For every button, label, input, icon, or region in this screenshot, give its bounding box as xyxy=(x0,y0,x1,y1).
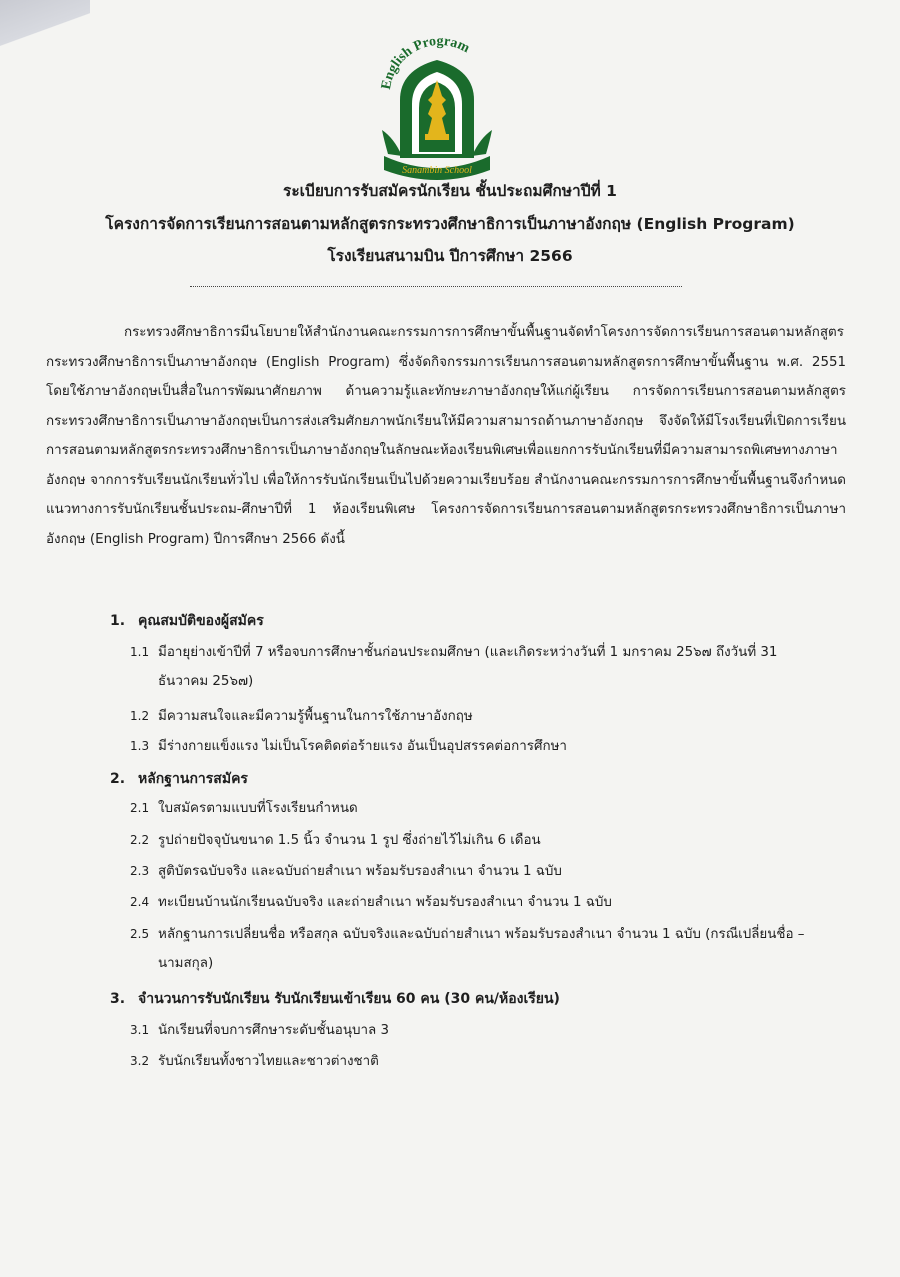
section-title: จำนวนการรับนักเรียน รับนักเรียนเข้าเรียน 60 คน (30 คน/ห้องเรียน) xyxy=(138,991,560,1007)
dotted-divider xyxy=(190,286,682,287)
list-item: 1.2 มีความสนใจและมีความรู้พื้นฐานในการใช้ภาษาอังกฤษ xyxy=(130,709,473,724)
intro-paragraph: กระทรวงศึกษาธิการมีนโยบายให้สำนักงานคณะกรรมการการศึกษาขั้นพื้นฐานจัดทำโครงการจัดการเรียนการสอนตามหลักสูตรกระทรวงศึกษาธิการเป็นภาษาอังกฤษ (English Program) ซึ่งจัดกิจกรรมการเรียนการสอนตามหลักสูตรการศึกษาขั้นพื้นฐาน พ.ศ. 2551 โดยใช้ภาษาอังกฤษเป็นสื่อในการพัฒนาศักยภาพ ด้านความรู้และทักษะภาษาอังกฤษให้แก่ผู้เรียน การจัดการเรียนการสอนตามหลักสูตรกระทรวงศึกษาธิการเป็นภาษาอังกฤษเป็นการส่งเสริมศักยภาพนักเรียนให้มีความสามารถด้านภาษาอังกฤษ จึงจัดให้มีโรงเรียนที่เปิดการเรียนการสอนตามหลักสูตรกระทรวงศึกษาธิการเป็นภาษาอังกฤษในลักษณะห้องเรียนพิเศษเพื่อแยกการรับนักเรียนที่มีความสามารถพิเศษทางภาษาอังกฤษ จากการรับเรียนนักเรียนทั่วไป เพื่อให้การรับนักเรียนเป็นไปด้วยความเรียบร้อย สำนักงานคณะกรรมการการศึกษาขั้นพื้นฐานจึงกำหนดแนวทางการรับนักเรียนชั้นประถม-ศึกษาปีที่ 1 ห้องเรียนพิเศษ โครงการจัดการเรียนการสอนตามหลักสูตรกระทรวงศึกษาธิการเป็นภาษาอังกฤษ (English Program) ปีการศึกษา 2566 ดังนี้ xyxy=(46,325,846,547)
section-application-documents xyxy=(110,768,248,790)
document-title: ระเบียบการรับสมัครนักเรียน ชั้นประถมศึกษาปีที่ 1 xyxy=(283,182,617,200)
school-year-heading: โรงเรียนสนามบิน ปีการศึกษา 2566 xyxy=(327,247,573,265)
section-admission-quota xyxy=(110,988,560,1010)
school-logo xyxy=(372,30,502,180)
section-qualifications xyxy=(110,610,264,632)
logo-arc-text: English Program xyxy=(378,33,472,91)
logo-leaf-right-icon xyxy=(472,130,492,156)
list-item: 1.1 มีอายุย่างเข้าปีที่ 7 หรือจบการศึกษาชั้นก่อนประถมศึกษา (และเกิดระหว่างวันที่ 1 มกราคม 25๖๗ ถึงวันที่ 31 ธันวาคม 25๖๗) xyxy=(130,645,778,689)
section-title: หลักฐานการสมัคร xyxy=(138,771,248,787)
section-title: คุณสมบัติของผู้สมัคร xyxy=(138,613,264,629)
list-item: 1.3 มีร่างกายแข็งแรง ไม่เป็นโรคติดต่อร้ายแรง อันเป็นอุปสรรคต่อการศึกษา xyxy=(130,739,567,754)
section-number: 2. xyxy=(110,771,126,787)
list-item: 3.1 นักเรียนที่จบการศึกษาระดับชั้นอนุบาล 3 xyxy=(130,1023,389,1038)
section-number: 1. xyxy=(110,613,126,629)
section-number: 3. xyxy=(110,991,126,1007)
list-item: 2.2 รูปถ่ายปัจจุบันขนาด 1.5 นิ้ว จำนวน 1 รูป ซึ่งถ่ายไว้ไม่เกิน 6 เดือน xyxy=(130,833,541,848)
list-item: 2.1 ใบสมัครตามแบบที่โรงเรียนกำหนด xyxy=(130,801,358,816)
document-subtitle: โครงการจัดการเรียนการสอนตามหลักสูตรกระทรวงศึกษาธิการเป็นภาษาอังกฤษ (English Program) xyxy=(105,215,795,233)
list-item: 2.5 หลักฐานการเปลี่ยนชื่อ หรือสกุล ฉบับจริงและฉบับถ่ายสำเนา พร้อมรับรองสำเนา จำนวน 1 ฉบับ (กรณีเปลี่ยนชื่อ – นามสกุล) xyxy=(130,927,805,971)
list-item: 3.2 รับนักเรียนทั้งชาวไทยและชาวต่างชาติ xyxy=(130,1054,379,1069)
logo-banner-text: Sanambin School xyxy=(402,165,472,176)
list-item: 2.3 สูติบัตรฉบับจริง และฉบับถ่ายสำเนา พร้อมรับรองสำเนา จำนวน 1 ฉบับ xyxy=(130,864,562,879)
list-item: 2.4 ทะเบียนบ้านนักเรียนฉบับจริง และถ่ายสำเนา พร้อมรับรองสำเนา จำนวน 1 ฉบับ xyxy=(130,895,612,910)
logo-leaf-left-icon xyxy=(382,130,402,156)
